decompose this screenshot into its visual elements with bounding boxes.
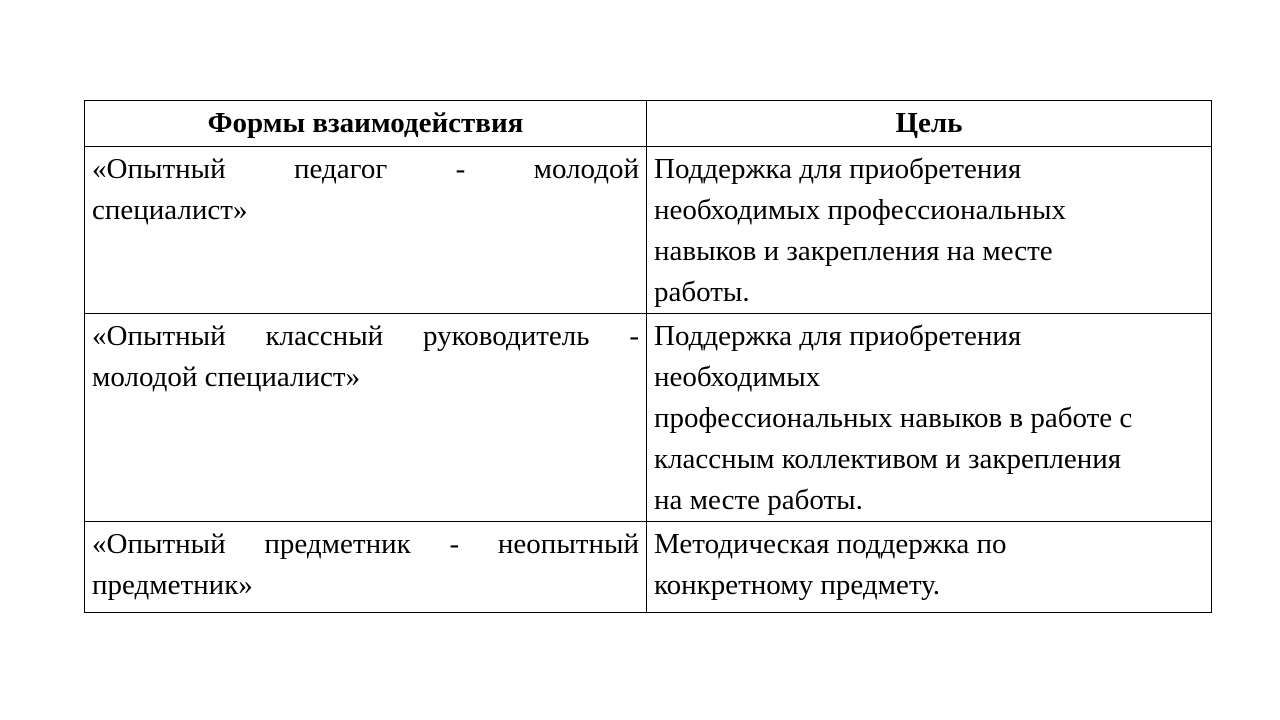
- goal-cell: [647, 522, 1212, 613]
- goal-cell: [647, 147, 1212, 314]
- text-line: «Опытный классный руководитель -: [92, 320, 639, 352]
- table-row: [85, 522, 1212, 613]
- column-header-goal: Цель: [647, 101, 1212, 147]
- form-cell: [85, 522, 647, 613]
- text-line: необходимых: [654, 361, 821, 393]
- interaction-forms-table-container: [84, 100, 1211, 613]
- text-line: профессиональных навыков в работе с: [654, 402, 1133, 434]
- form-cell: [85, 147, 647, 314]
- text-line: молодой специалист»: [92, 361, 361, 393]
- goal-cell: [647, 314, 1212, 522]
- text-line: навыков и закрепления на месте: [654, 235, 1053, 267]
- text-line: специалист»: [92, 194, 248, 226]
- column-header-forms: Формы взаимодействия: [85, 101, 647, 147]
- text-line: классным коллективом и закрепления: [654, 443, 1122, 475]
- table-row: [85, 147, 1212, 314]
- text-line: предметник»: [92, 569, 253, 601]
- text-line: на месте работы.: [654, 484, 863, 516]
- text-line: необходимых профессиональных: [654, 194, 1066, 226]
- form-cell: [85, 314, 647, 522]
- interaction-forms-table: [84, 100, 1212, 613]
- header-row: [85, 101, 1212, 147]
- text-line: Поддержка для приобретения: [654, 320, 1022, 352]
- text-line: «Опытный предметник - неопытный: [92, 528, 639, 560]
- text-line: Методическая поддержка по: [654, 528, 1007, 560]
- table-row: [85, 314, 1212, 522]
- text-line: работы.: [654, 276, 750, 308]
- text-line: Поддержка для приобретения: [654, 153, 1022, 185]
- text-line: конкретному предмету.: [654, 569, 940, 601]
- text-line: «Опытный педагог - молодой: [92, 153, 639, 185]
